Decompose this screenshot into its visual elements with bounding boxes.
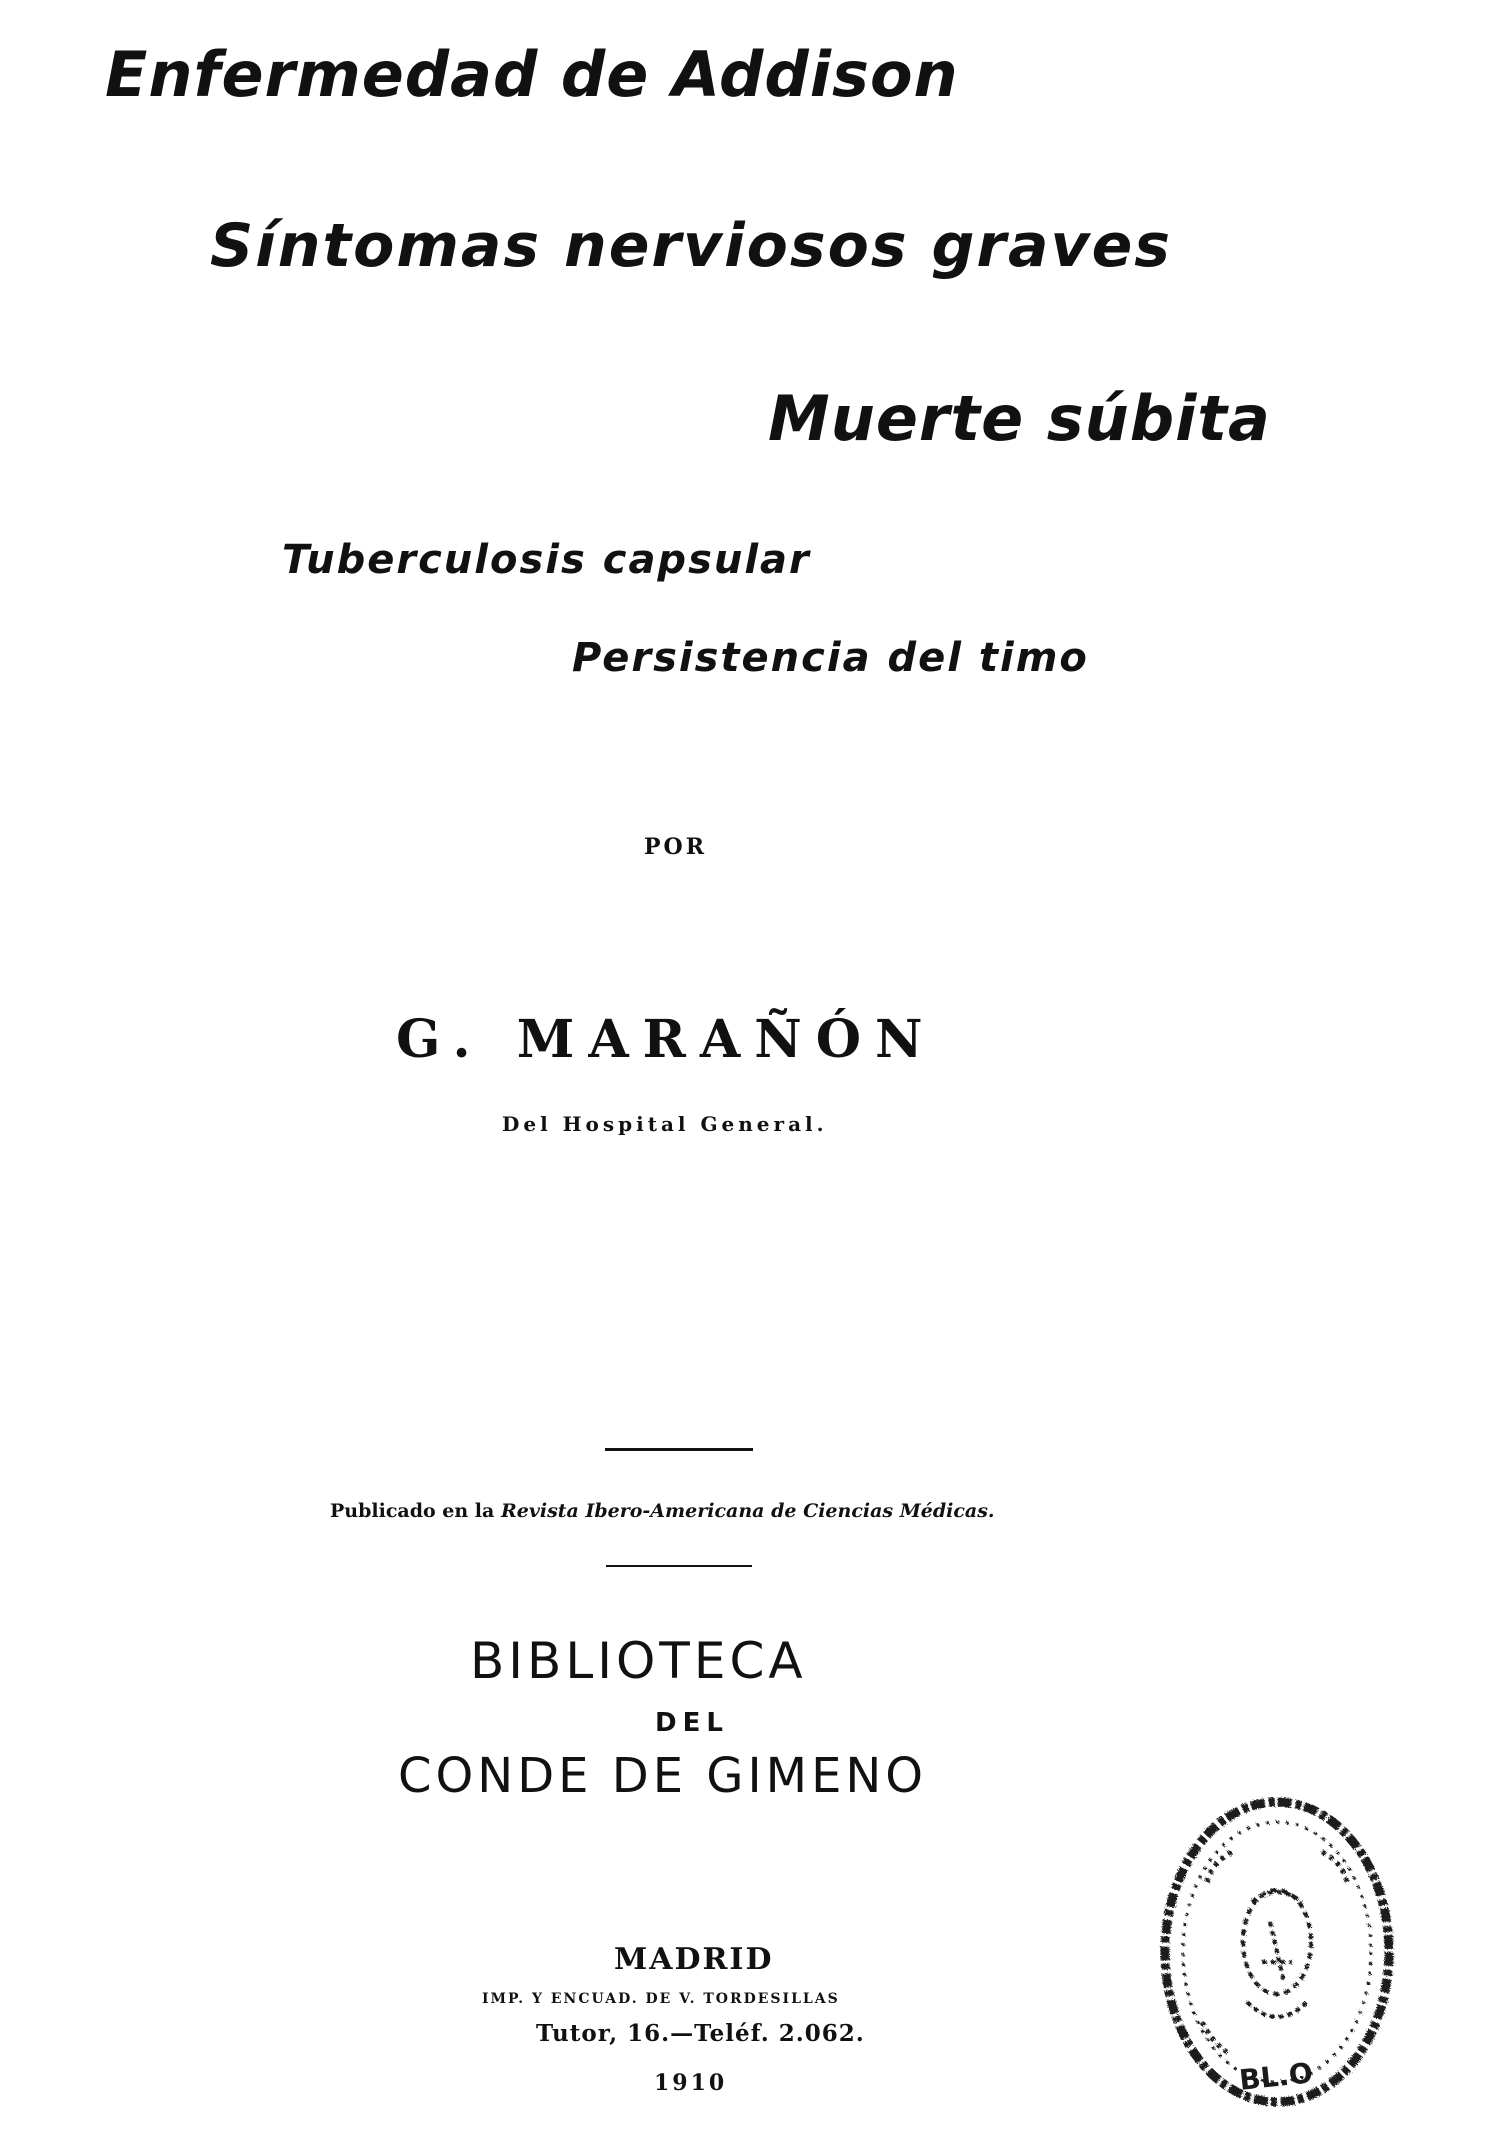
imprint-address: Tutor, 16.—Teléf. 2.062. <box>536 2020 865 2047</box>
subtitle-line-2: Persistencia del timo <box>572 635 1089 681</box>
library-stamp-line-2: DEL <box>655 1708 729 1738</box>
library-stamp-line-1: BIBLIOTECA <box>470 1632 807 1690</box>
imprint-year: 1910 <box>654 2070 728 2096</box>
title-line-1: Enfermedad de Addison <box>105 38 959 111</box>
title-line-2: Síntomas nerviosos graves <box>210 211 1172 281</box>
publication-note-prefix: Publicado en la <box>330 1500 501 1522</box>
author-affiliation: Del Hospital General. <box>502 1112 828 1136</box>
divider-rule-bottom <box>606 1565 752 1567</box>
seal-text: BL.O <box>1237 2056 1315 2097</box>
library-seal-stamp <box>1152 1792 1402 2112</box>
imprint-printer: IMP. Y ENCUAD. DE V. TORDESILLAS <box>482 1991 840 2007</box>
by-label: POR <box>644 834 707 860</box>
journal-name: Revista Ibero-Americana de Ciencias Médicas. <box>500 1500 995 1522</box>
title-line-3: Muerte súbita <box>768 382 1271 455</box>
divider-rule-top <box>605 1448 753 1451</box>
subtitle-line-1: Tuberculosis capsular <box>282 537 811 583</box>
author-name: G. MARAÑÓN <box>396 1009 937 1070</box>
imprint-city: MADRID <box>614 1942 774 1977</box>
library-stamp-line-3: CONDE DE GIMENO <box>398 1748 928 1804</box>
publication-note <box>330 1502 995 1521</box>
